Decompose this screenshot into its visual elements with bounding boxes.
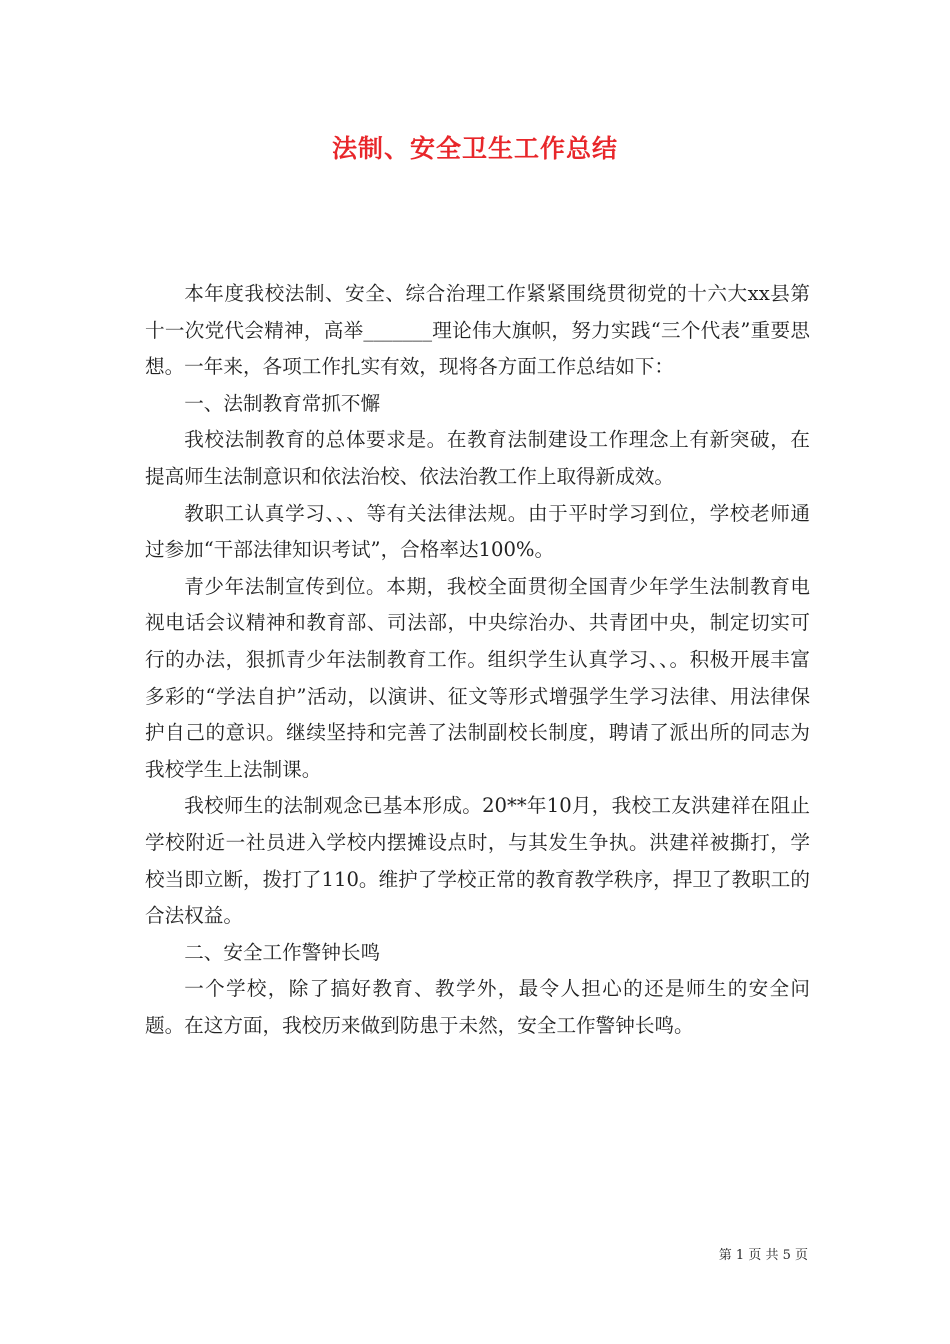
body-paragraph: 青少年法制宣传到位。本期，我校全面贯彻全国青少年学生法制教育电视电话会议精神和教育部、司法部，中央综治办、共青团中央，制定切实可行的办法，狠抓青少年法制教育工作。组织学生认真学习、、。积极开展丰富多彩的“学法自护”活动，以演讲、征文等形式增强学生学习法律、用法律保护自己的意识。继续坚持和完善了法制副校长制度，聘请了派出所的同志为我校学生上法制课。 [145,574,810,781]
document-title: 法制、安全卫生工作总结 [331,134,618,163]
page-number: 第 1 页 共 5 页 [718,1248,808,1263]
body-paragraph: 一个学校，除了搞好教育、教学外，最令人担心的还是师生的安全问题。在这方面，我校历来做到防患于未然，安全工作警钟长鸣。 [145,977,810,1037]
section-heading-safety-work: 二、安全工作警钟长鸣 [184,940,381,964]
section-heading-legal-education: 一、法制教育常抓不懈 [184,391,381,415]
intro-paragraph: 本年度我校法制、安全、综合治理工作紧紧围绕贯彻党的十六大xx县第十一次党代会精神，高举_______理论伟大旗帜，努力实践“三个代表”重要思想。一年来，各项工作扎实有效，现将各方面工作总结如下： [145,282,810,379]
body-paragraph: 我校师生的法制观念已基本形成。20**年10月，我校工友洪建祥在阻止学校附近一社员进入学校内摆摊设点时，与其发生争执。洪建祥被撕打，学校当即立断，拨打了110。维护了学校正常的教育教学秩序，捍卫了教职工的合法权益。 [145,794,810,928]
body-paragraph: 教职工认真学习、、、等有关法律法规。由于平时学习到位，学校老师通过参加“干部法律知识考试”，合格率达100%。 [145,501,810,562]
body-paragraph: 我校法制教育的总体要求是。在教育法制建设工作理念上有新突破，在提高师生法制意识和依法治校、依法治教工作上取得新成效。 [145,428,810,488]
document-body [145,276,810,1044]
